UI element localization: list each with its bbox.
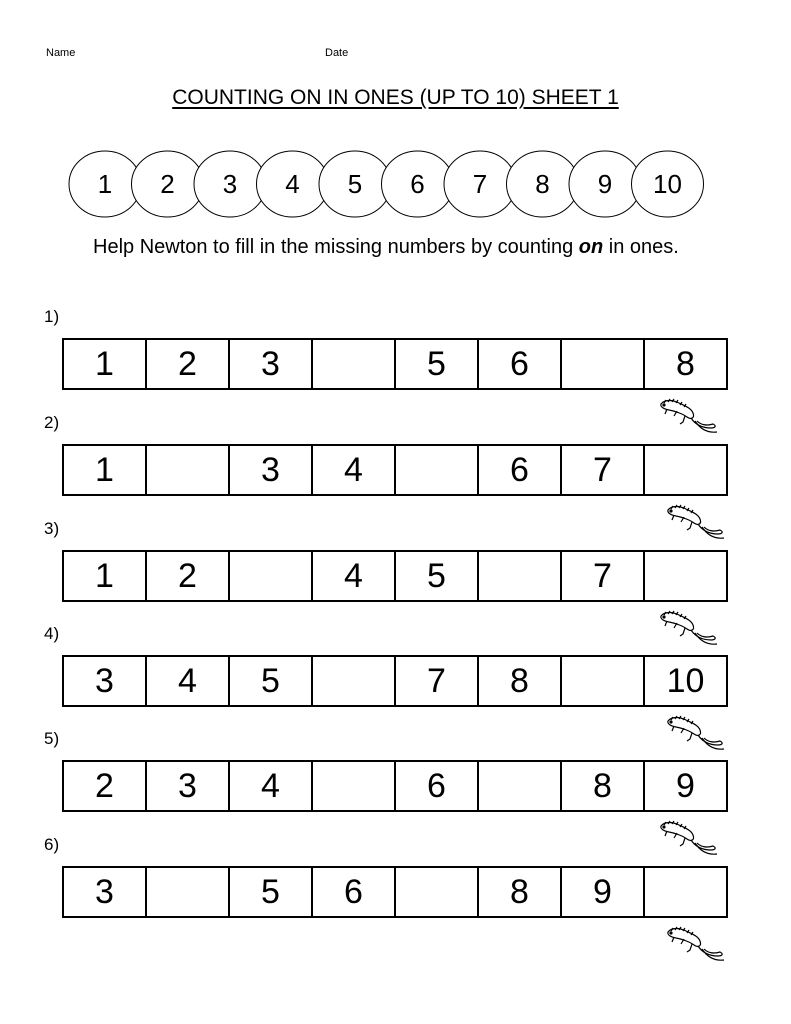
worksheet-title: COUNTING ON IN ONES (UP TO 10) SHEET 1 xyxy=(172,86,619,109)
question-label: 3) xyxy=(44,519,60,538)
number-cell: 4 xyxy=(313,552,396,600)
number-cell: 10 xyxy=(666,661,705,700)
instructions-text: Help Newton to fill in the missing numbers by counting xyxy=(93,236,579,258)
number-cell: 4 xyxy=(230,762,313,810)
blank-cell[interactable] xyxy=(562,657,645,705)
newt-icon xyxy=(655,816,719,860)
number-bubble xyxy=(507,151,579,217)
number-cell: 3 xyxy=(64,657,147,705)
question-label: 5) xyxy=(44,729,60,748)
number-row xyxy=(62,866,728,918)
number-cell: 4 xyxy=(147,657,230,705)
newt-icon xyxy=(655,394,719,438)
number-bubble xyxy=(444,151,516,217)
blank-cell[interactable] xyxy=(396,868,479,916)
blank-cell[interactable] xyxy=(645,446,726,494)
number-cell: 9 xyxy=(676,766,695,805)
number-cell: 5 xyxy=(230,657,313,705)
number-cell: 8 xyxy=(479,657,562,705)
number-cell: 6 xyxy=(313,868,396,916)
newt-icon xyxy=(662,922,726,966)
blank-cell[interactable] xyxy=(313,657,396,705)
newt-icon xyxy=(655,606,719,650)
blank-cell[interactable] xyxy=(313,762,396,810)
bubble-number: 8 xyxy=(535,169,550,199)
number-cell: 7 xyxy=(396,657,479,705)
number-cell: 6 xyxy=(479,446,562,494)
number-bubble xyxy=(194,151,266,217)
bubble-number: 3 xyxy=(222,169,238,199)
blank-cell[interactable] xyxy=(313,340,396,388)
bubble-number: 1 xyxy=(97,169,113,199)
number-cell: 7 xyxy=(562,446,645,494)
blank-cell[interactable] xyxy=(396,446,479,494)
number-cell: 9 xyxy=(562,868,645,916)
date-label: Date xyxy=(325,47,349,59)
number-row xyxy=(62,760,728,812)
name-label: Name xyxy=(46,47,76,59)
blank-cell[interactable] xyxy=(562,340,645,388)
blank-cell[interactable] xyxy=(147,868,230,916)
number-cell: 5 xyxy=(396,340,479,388)
number-cell: 5 xyxy=(230,868,313,916)
number-cell: 1 xyxy=(64,340,147,388)
blank-cell[interactable] xyxy=(645,868,726,916)
question-label: 6) xyxy=(44,835,60,854)
newt-icon xyxy=(662,500,726,544)
number-cell: 5 xyxy=(396,552,479,600)
number-row xyxy=(62,550,728,602)
blank-cell[interactable] xyxy=(479,552,562,600)
blank-cell[interactable] xyxy=(147,446,230,494)
bubble-number: 4 xyxy=(285,169,300,199)
number-bubble xyxy=(632,151,704,217)
number-cell: 3 xyxy=(147,762,230,810)
blank-cell[interactable] xyxy=(230,552,313,600)
question-label: 4) xyxy=(44,624,60,643)
bubble-number: 9 xyxy=(597,169,613,199)
number-cell: 8 xyxy=(676,344,695,383)
instructions-emphasis: on xyxy=(578,236,604,258)
number-bubble xyxy=(382,151,454,217)
number-bubble xyxy=(257,151,329,217)
bubble-number: 5 xyxy=(347,169,363,199)
number-cell: 8 xyxy=(562,762,645,810)
number-bubble xyxy=(319,151,391,217)
number-bubble xyxy=(69,151,141,217)
number-row xyxy=(62,338,728,390)
bubble-number: 2 xyxy=(160,169,175,199)
number-line xyxy=(0,140,791,230)
number-row xyxy=(62,444,728,496)
blank-cell[interactable] xyxy=(645,552,726,600)
number-cell: 3 xyxy=(64,868,147,916)
number-cell: 2 xyxy=(64,762,147,810)
number-cell: 1 xyxy=(64,552,147,600)
number-cell: 6 xyxy=(396,762,479,810)
bubble-number: 7 xyxy=(472,169,488,199)
question-label: 2) xyxy=(44,413,60,432)
newt-icon xyxy=(662,711,726,755)
question-label: 1) xyxy=(44,307,60,326)
instructions-text-end: in ones. xyxy=(603,236,679,258)
number-cell: 1 xyxy=(64,446,147,494)
number-bubble xyxy=(569,151,641,217)
number-cell: 6 xyxy=(479,340,562,388)
number-cell: 2 xyxy=(147,340,230,388)
number-cell: 4 xyxy=(313,446,396,494)
number-cell: 3 xyxy=(230,446,313,494)
number-bubble xyxy=(132,151,204,217)
bubble-number: 6 xyxy=(410,169,425,199)
bubble-number: 10 xyxy=(653,169,682,199)
number-cell: 8 xyxy=(479,868,562,916)
instructions xyxy=(93,228,743,266)
number-row xyxy=(62,655,728,707)
number-cell: 3 xyxy=(230,340,313,388)
blank-cell[interactable] xyxy=(479,762,562,810)
number-cell: 2 xyxy=(147,552,230,600)
number-cell: 7 xyxy=(562,552,645,600)
